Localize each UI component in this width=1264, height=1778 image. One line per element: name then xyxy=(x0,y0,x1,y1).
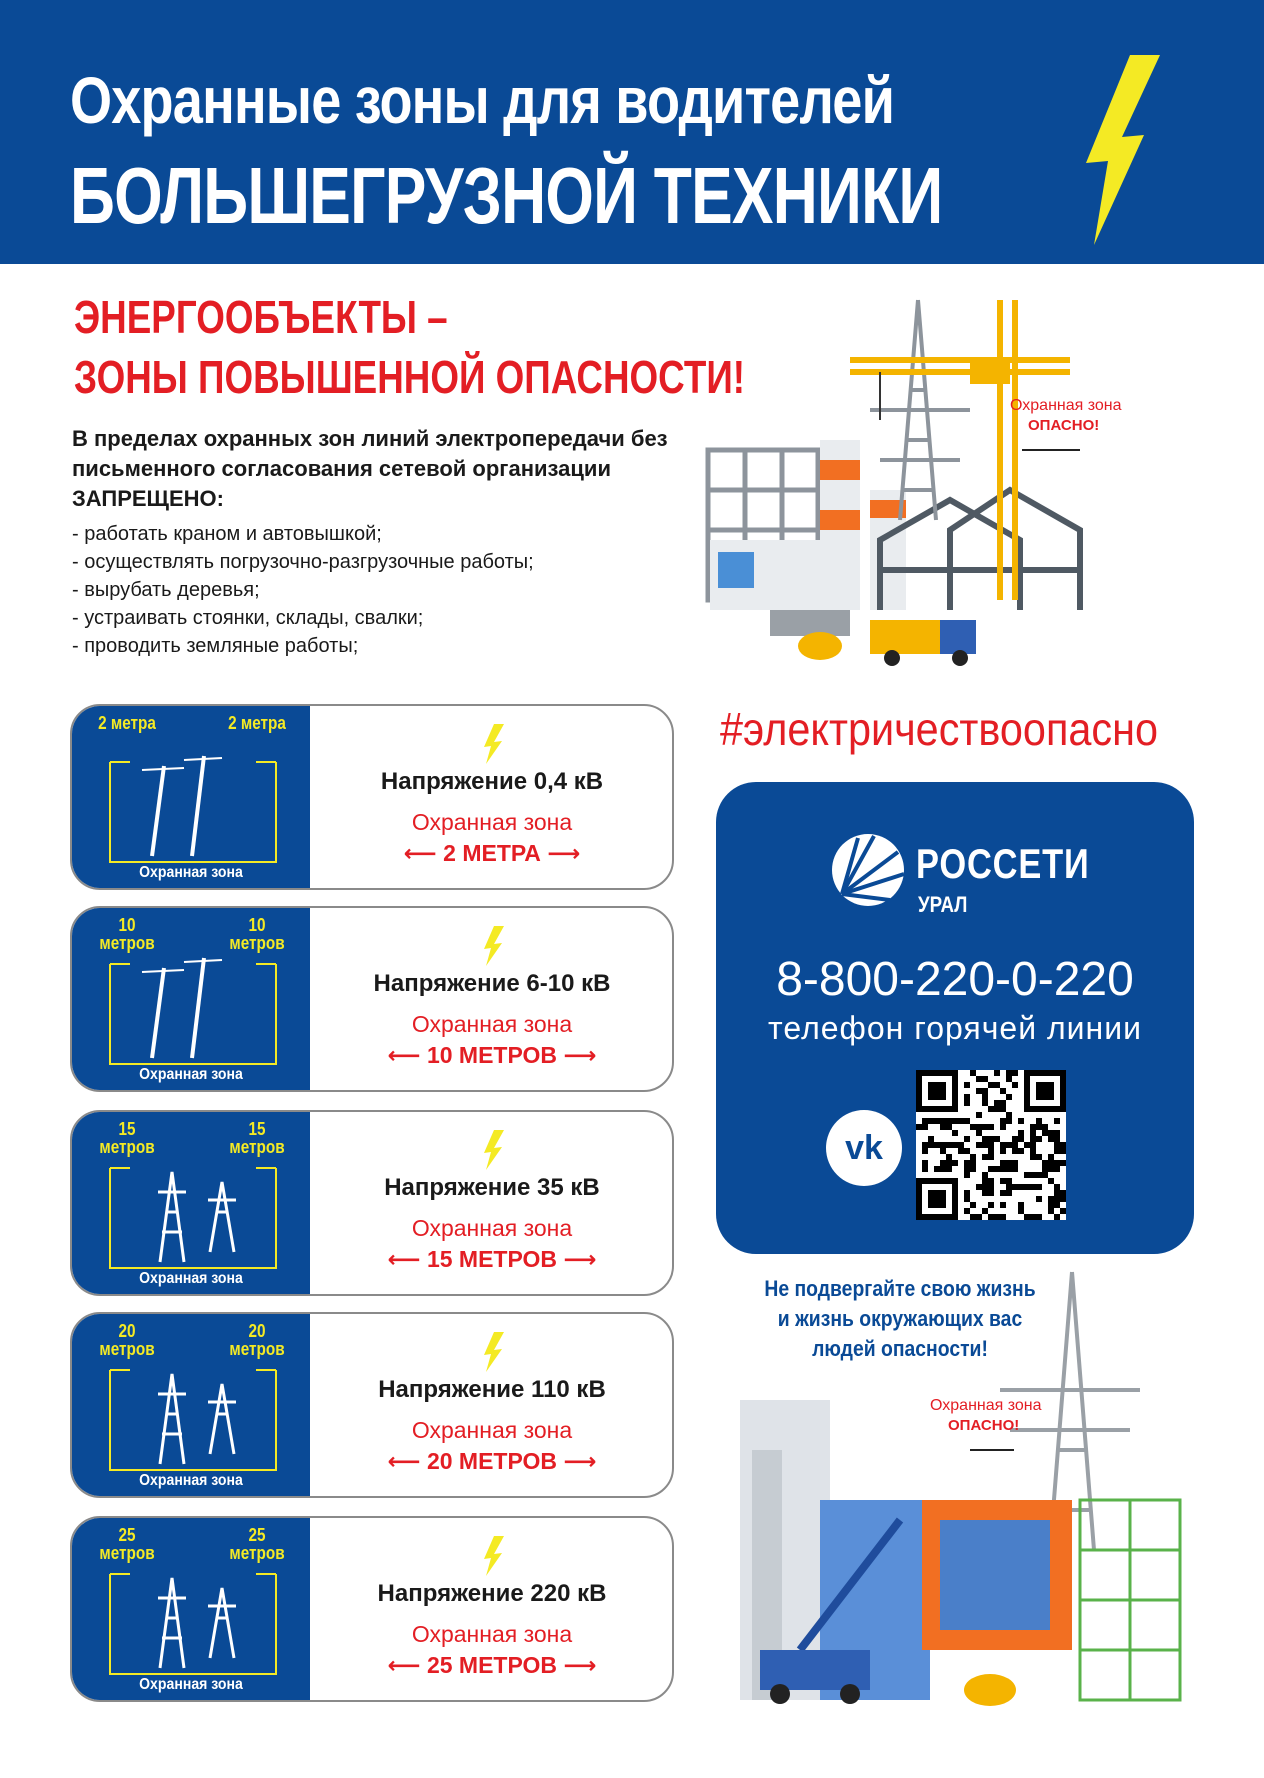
brand-region: УРАЛ xyxy=(918,892,968,917)
hotline-phone[interactable]: 8-800-220-0-220 xyxy=(776,953,1134,1006)
rosseti-contact-panel xyxy=(716,782,1194,1254)
brand-name: РОССЕТИ xyxy=(916,840,1090,887)
lightning-bolt-icon xyxy=(482,1130,506,1170)
voltage-info xyxy=(312,706,672,888)
hero-zone-label: Охранная зона xyxy=(1010,397,1122,414)
zone-diagram xyxy=(72,1518,310,1700)
zone-distance-left: 10 метров xyxy=(99,915,155,953)
lightning-bolt-icon xyxy=(482,724,506,764)
qr-code[interactable] xyxy=(916,1070,1066,1220)
list-item: - осуществлять погрузочно-разгрузочные работы; xyxy=(72,551,534,573)
list-item: - вырубать деревья; xyxy=(72,579,260,601)
lightning-bolt-icon xyxy=(482,1536,506,1576)
voltage-card xyxy=(70,1312,674,1498)
intro-text: В пределах охранных зон линий электропередачи без письменного согласования сетевой организации ЗАПРЕЩЕНО: xyxy=(72,426,668,511)
voltage-info xyxy=(312,1518,672,1700)
voltage-label: Напряжение 35 кВ xyxy=(384,1174,600,1201)
hashtag[interactable]: #электричествоопасно xyxy=(720,703,1158,755)
zone-diagram xyxy=(72,706,310,888)
zone-distance-right: 20 метров xyxy=(229,1321,285,1359)
zone-distance-left: 2 метра xyxy=(98,713,156,733)
rosseti-logo-icon xyxy=(828,830,908,910)
title-line-1: Охранные зоны для водителей xyxy=(70,63,895,137)
voltage-label: Напряжение 6-10 кВ xyxy=(373,970,611,997)
hotline-label: телефон горячей линии xyxy=(768,1010,1142,1046)
zone-label: Охранная зона xyxy=(411,809,573,835)
zone-caption: Охранная зона xyxy=(139,1676,243,1693)
list-item: - проводить земляные работы; xyxy=(72,635,359,657)
header-banner xyxy=(0,0,1264,264)
zone-label: Охранная зона xyxy=(411,1417,573,1443)
zone-label: Охранная зона xyxy=(411,1011,573,1037)
voltage-info xyxy=(312,908,672,1090)
lightning-bolt-icon xyxy=(1080,55,1170,245)
voltage-label: Напряжение 110 кВ xyxy=(378,1376,606,1403)
danger-headline-1: ЭНЕРГООБЪЕКТЫ – xyxy=(74,291,448,343)
zone-distance: ⟵ 25 МЕТРОВ ⟶ xyxy=(387,1652,597,1678)
zone-distance-left: 25 метров xyxy=(99,1525,155,1563)
zone-distance-right: 25 метров xyxy=(229,1525,285,1563)
zone-distance: ⟵ 2 МЕТРА ⟶ xyxy=(403,840,581,866)
forbidden-list xyxy=(72,520,534,660)
zone-distance-left: 20 метров xyxy=(99,1321,155,1359)
zone-distance: ⟵ 15 МЕТРОВ ⟶ xyxy=(387,1246,597,1272)
voltage-card xyxy=(70,906,674,1092)
zone-caption: Охранная зона xyxy=(139,1472,243,1489)
voltage-card xyxy=(70,1516,674,1702)
lightning-bolt-icon xyxy=(482,926,506,966)
zone-label: Охранная зона xyxy=(411,1215,573,1241)
zone-distance: ⟵ 10 МЕТРОВ ⟶ xyxy=(387,1042,597,1068)
zone-distance: ⟵ 20 МЕТРОВ ⟶ xyxy=(387,1448,597,1474)
zone-distance-right: 15 метров xyxy=(229,1119,285,1157)
danger-headline-2: ЗОНЫ ПОВЫШЕННОЙ ОПАСНОСТИ! xyxy=(74,351,746,403)
vk-icon[interactable]: vk xyxy=(826,1110,902,1186)
voltage-card xyxy=(70,1110,674,1296)
scene-zone-label: Охранная зона xyxy=(930,1397,1042,1414)
construction-site-illustration xyxy=(700,1270,1230,1730)
list-item: - работать краном и автовышкой; xyxy=(72,523,382,545)
zone-caption: Охранная зона xyxy=(139,864,243,881)
zone-diagram xyxy=(72,1314,310,1496)
lightning-bolt-icon xyxy=(482,1332,506,1372)
title-line-2: БОЛЬШЕГРУЗНОЙ ТЕХНИКИ xyxy=(70,151,943,240)
voltage-info xyxy=(312,1112,672,1294)
zone-diagram xyxy=(72,908,310,1090)
zone-distance-right: 10 метров xyxy=(229,915,285,953)
scene-danger-label: ОПАСНО! xyxy=(948,1417,1020,1434)
zone-diagram xyxy=(72,1112,310,1294)
zone-caption: Охранная зона xyxy=(139,1270,243,1287)
voltage-label: Напряжение 0,4 кВ xyxy=(380,768,604,795)
construction-illustration xyxy=(670,290,1190,670)
list-item: - устраивать стоянки, склады, свалки; xyxy=(72,607,424,629)
voltage-card xyxy=(70,704,674,890)
zone-caption: Охранная зона xyxy=(139,1066,243,1083)
voltage-info xyxy=(312,1314,672,1496)
voltage-label: Напряжение 220 кВ xyxy=(377,1580,607,1607)
zone-label: Охранная зона xyxy=(411,1621,573,1647)
hero-danger-label: ОПАСНО! xyxy=(1028,417,1100,434)
warning-text: Не подвергайте свою жизнь и жизнь окружающих вас людей опасности! xyxy=(764,1276,1036,1361)
zone-distance-right: 2 метра xyxy=(228,713,286,733)
zone-distance-left: 15 метров xyxy=(99,1119,155,1157)
